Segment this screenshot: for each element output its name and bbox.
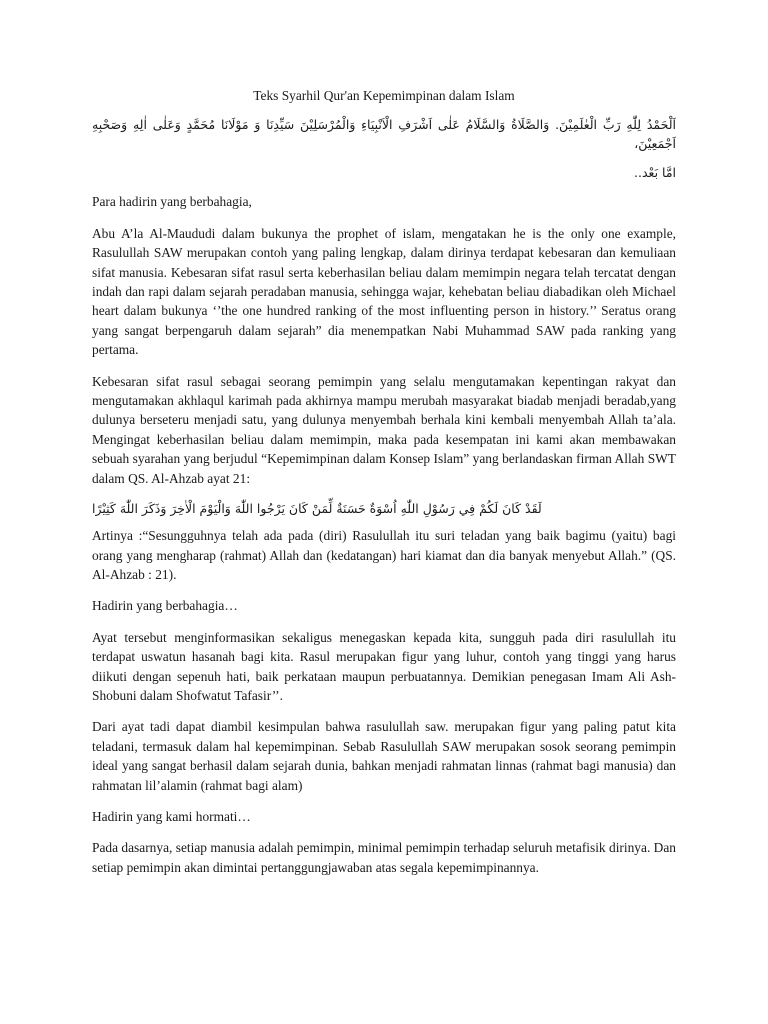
arabic-amma-bad-text: امَّا بَعْد.. — [634, 165, 676, 181]
arabic-opening-text: اَلْحَمْدُ لِلّٰهِ رَبِّ الْعٰلَمِيْنَ. وَالصَّلَاةُ وَالسَّلَامُ عَلٰى اَشْرَفِ الْاَنْبِيَاءِ وَالْمُرْسَلِيْنَ سَيِّدِنَا وَ مَوْلَانَا مُحَمَّدٍ وَعَلٰى اٰلِهِ وَصَحْبِهِ اَجْمَعِيْنَ، — [92, 117, 676, 152]
paragraph-translation: Artinya :“Sesungguhnya telah ada pada (diri) Rasulullah itu suri teladan yang baik bagimu (yaitu) bagi orang yang mengharap (rahmat) Allah dan (kedatangan) hari kiamat dan dia banyak menyebut Allah.” (QS. Al-Ahzab : 21). — [92, 528, 676, 582]
page-title: Teks Syarhil Qur'an Kepemimpinan dalam Islam — [253, 88, 515, 103]
paragraph-uswatun-hasanah: Ayat tersebut menginformasikan sekaligus menegaskan kepada kita, sungguh pada diri rasulullah itu terdapat uswatun hasanah bagi kita. Rasul merupakan figur yang luhur, contoh yang tinggi yang harus diikuti dengan sepenuh hati, baik perkataan maupun perbuatannya. Demikian penegasan Imam Ali Ash-Shobuni dalam Shofwatut Tafasir’’. — [92, 629, 676, 703]
paragraph-greeting-3: Hadirin yang kami hormati… — [92, 808, 251, 824]
paragraph-kebesaran: Kebesaran sifat rasul sebagai seorang pemimpin yang selalu mengutamakan kepentingan rakyat dan mengutamakan akhlaqul karimah pada akhirnya mampu merubah masyarakat biadab menjadi beradab,yang dulunya berseteru menjadi satu, yang dulunya menyembah berhala kini kembali menyembah Allah ta’ala. Mengingat keberhasilan beliau dalam memimpin, maka pada kesempatan ini kami akan membawakan sebuah syarahan yang berjudul “Kepemimpinan dalam Konsep Islam” yang berlandaskan firman Allah SWT dalam QS. Al-Ahzab ayat 21: — [92, 373, 676, 486]
arabic-verse-ahzab-21: لَقَدْ كَانَ لَكُمْ فِي رَسُوْلِ اللّٰهِ اُسْوَةٌ حَسَنَةٌ لِّمَنْ كَانَ يَرْجُوا اللّٰهَ وَالْيَوْمَ الْاٰخِرَ وَذَكَرَ اللّٰهَ كَثِيْرًا — [92, 501, 542, 517]
paragraph-pemimpin: Pada dasarnya, setiap manusia adalah pemimpin, minimal pemimpin terhadap seluruh metafisik dirinya. Dan setiap pemimpin akan dimintai pertanggungjawaban atas segala kepemimpinannya. — [92, 840, 676, 875]
document-body — [92, 86, 676, 889]
paragraph-kesimpulan: Dari ayat tadi dapat diambil kesimpulan bahwa rasulullah saw. merupakan figur yang paling patut kita teladani, termasuk dalam hal kepemimpinan. Sebab Rasulullah SAW merupakan sosok seorang pemimpin ideal yang sangat berhasil dalam sejarah dunia, bahkan menjadi rahmatan linnas (rahmat bagi manusia) dan rahmatan lil’alamin (rahmat bagi alam) — [92, 719, 676, 793]
paragraph-greeting: Para hadirin yang berbahagia, — [92, 194, 252, 210]
paragraph-greeting-2: Hadirin yang berbahagia… — [92, 598, 238, 614]
paragraph-maududi: Abu A’la Al-Maududi dalam bukunya the prophet of islam, mengatakan he is the only one example, Rasulullah SAW merupakan contoh yang paling lengkap, dalam dirinya terdapat kebesaran dan kemuliaan sifat manusia. Kebesaran sifat rasul serta keberhasilan beliau dalam memimpin negara telah tercatat dengan indah dan rapi dalam sejarah peradaban manusia, sehingga wajar, kehebatan beliau diabadikan oleh Michael heart dalam bukunya ‘’the one hundred ranking of the most influenting person in history.’’ Seratus orang yang sangat berpengaruh dalam sejarah” dia menempatkan Nabi Muhammad SAW pada ranking yang pertama. — [92, 225, 676, 358]
